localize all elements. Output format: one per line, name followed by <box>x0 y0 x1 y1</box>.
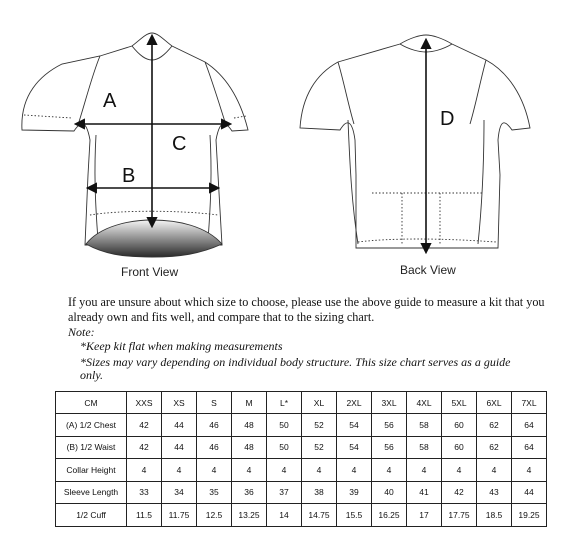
table-cell: 38 <box>302 481 337 504</box>
table-cell: 4 <box>372 459 407 482</box>
table-cell: 4 <box>232 459 267 482</box>
back-jersey <box>300 35 530 248</box>
note-item: *Keep kit flat when making measurements <box>80 339 283 353</box>
table-cell: 33 <box>127 481 162 504</box>
table-cell: 12.5 <box>197 504 232 527</box>
table-cell: 48 <box>232 436 267 459</box>
header-size: 4XL <box>407 392 442 414</box>
table-row <box>56 481 547 504</box>
header-size: 5XL <box>442 392 477 414</box>
table-cell: 17.75 <box>442 504 477 527</box>
table-cell: 4 <box>197 459 232 482</box>
table-cell: 39 <box>337 481 372 504</box>
table-cell: 19.25 <box>512 504 547 527</box>
label-d: D <box>440 108 455 130</box>
row-label: (A) 1/2 Chest <box>56 414 127 437</box>
table-cell: 56 <box>372 414 407 437</box>
table-cell: 11.75 <box>162 504 197 527</box>
table-cell: 36 <box>232 481 267 504</box>
table-row <box>56 459 547 482</box>
note-item: *Sizes may vary depending on individual body structure. This size chart serves as a guide only. <box>80 355 511 382</box>
header-size: XXS <box>127 392 162 414</box>
table-header-row <box>56 392 547 414</box>
row-label: 1/2 Cuff <box>56 504 127 527</box>
header-size: XS <box>162 392 197 414</box>
table-cell: 44 <box>162 436 197 459</box>
table-cell: 35 <box>197 481 232 504</box>
table-cell: 4 <box>337 459 372 482</box>
table-cell: 48 <box>232 414 267 437</box>
table-cell: 62 <box>477 436 512 459</box>
table-cell: 50 <box>267 436 302 459</box>
table-cell: 64 <box>512 436 547 459</box>
table-cell: 4 <box>477 459 512 482</box>
table-cell: 54 <box>337 414 372 437</box>
label-b: B <box>122 165 136 187</box>
header-size: 2XL <box>337 392 372 414</box>
table-cell: 62 <box>477 414 512 437</box>
header-size: M <box>232 392 267 414</box>
table-cell: 13.25 <box>232 504 267 527</box>
table-cell: 37 <box>267 481 302 504</box>
row-label: Sleeve Length <box>56 481 127 504</box>
table-cell: 4 <box>127 459 162 482</box>
table-cell: 60 <box>442 436 477 459</box>
table-cell: 41 <box>407 481 442 504</box>
table-cell: 44 <box>162 414 197 437</box>
table-cell: 50 <box>267 414 302 437</box>
table-cell: 52 <box>302 414 337 437</box>
label-c: C <box>172 133 187 155</box>
table-cell: 60 <box>442 414 477 437</box>
table-cell: 56 <box>372 436 407 459</box>
table-cell: 64 <box>512 414 547 437</box>
table-cell: 14 <box>267 504 302 527</box>
row-label: (B) 1/2 Waist <box>56 436 127 459</box>
back-view-caption: Back View <box>400 263 456 277</box>
header-size: 7XL <box>512 392 547 414</box>
table-cell: 52 <box>302 436 337 459</box>
table-cell: 15.5 <box>337 504 372 527</box>
intro-text: If you are unsure about which size to choose, please use the above guide to measure a kit that you already own and fits well, and compare that to the sizing chart. <box>68 295 545 324</box>
table-cell: 4 <box>162 459 197 482</box>
header-size: 6XL <box>477 392 512 414</box>
table-row <box>56 504 547 527</box>
table-row <box>56 436 547 459</box>
table-cell: 4 <box>267 459 302 482</box>
table-cell: 46 <box>197 436 232 459</box>
table-cell: 4 <box>442 459 477 482</box>
table-cell: 17 <box>407 504 442 527</box>
table-cell: 58 <box>407 414 442 437</box>
row-label: Collar Height <box>56 459 127 482</box>
table-row <box>56 414 547 437</box>
table-cell: 46 <box>197 414 232 437</box>
table-cell: 43 <box>477 481 512 504</box>
table-cell: 42 <box>127 436 162 459</box>
header-size: XL <box>302 392 337 414</box>
table-cell: 42 <box>127 414 162 437</box>
front-view-caption: Front View <box>121 265 179 279</box>
table-cell: 54 <box>337 436 372 459</box>
label-a: A <box>103 90 117 112</box>
table-cell: 4 <box>407 459 442 482</box>
size-chart-table <box>55 391 547 527</box>
table-cell: 4 <box>302 459 337 482</box>
table-cell: 11.5 <box>127 504 162 527</box>
table-cell: 40 <box>372 481 407 504</box>
table-cell: 42 <box>442 481 477 504</box>
header-size: S <box>197 392 232 414</box>
header-size: L* <box>267 392 302 414</box>
table-cell: 34 <box>162 481 197 504</box>
table-cell: 18.5 <box>477 504 512 527</box>
table-cell: 4 <box>512 459 547 482</box>
table-cell: 14.75 <box>302 504 337 527</box>
table-cell: 58 <box>407 436 442 459</box>
table-cell: 44 <box>512 481 547 504</box>
note-label: Note: <box>68 325 95 339</box>
front-jersey <box>22 33 248 257</box>
header-size: 3XL <box>372 392 407 414</box>
table-cell: 16.25 <box>372 504 407 527</box>
header-unit: CM <box>56 392 127 414</box>
